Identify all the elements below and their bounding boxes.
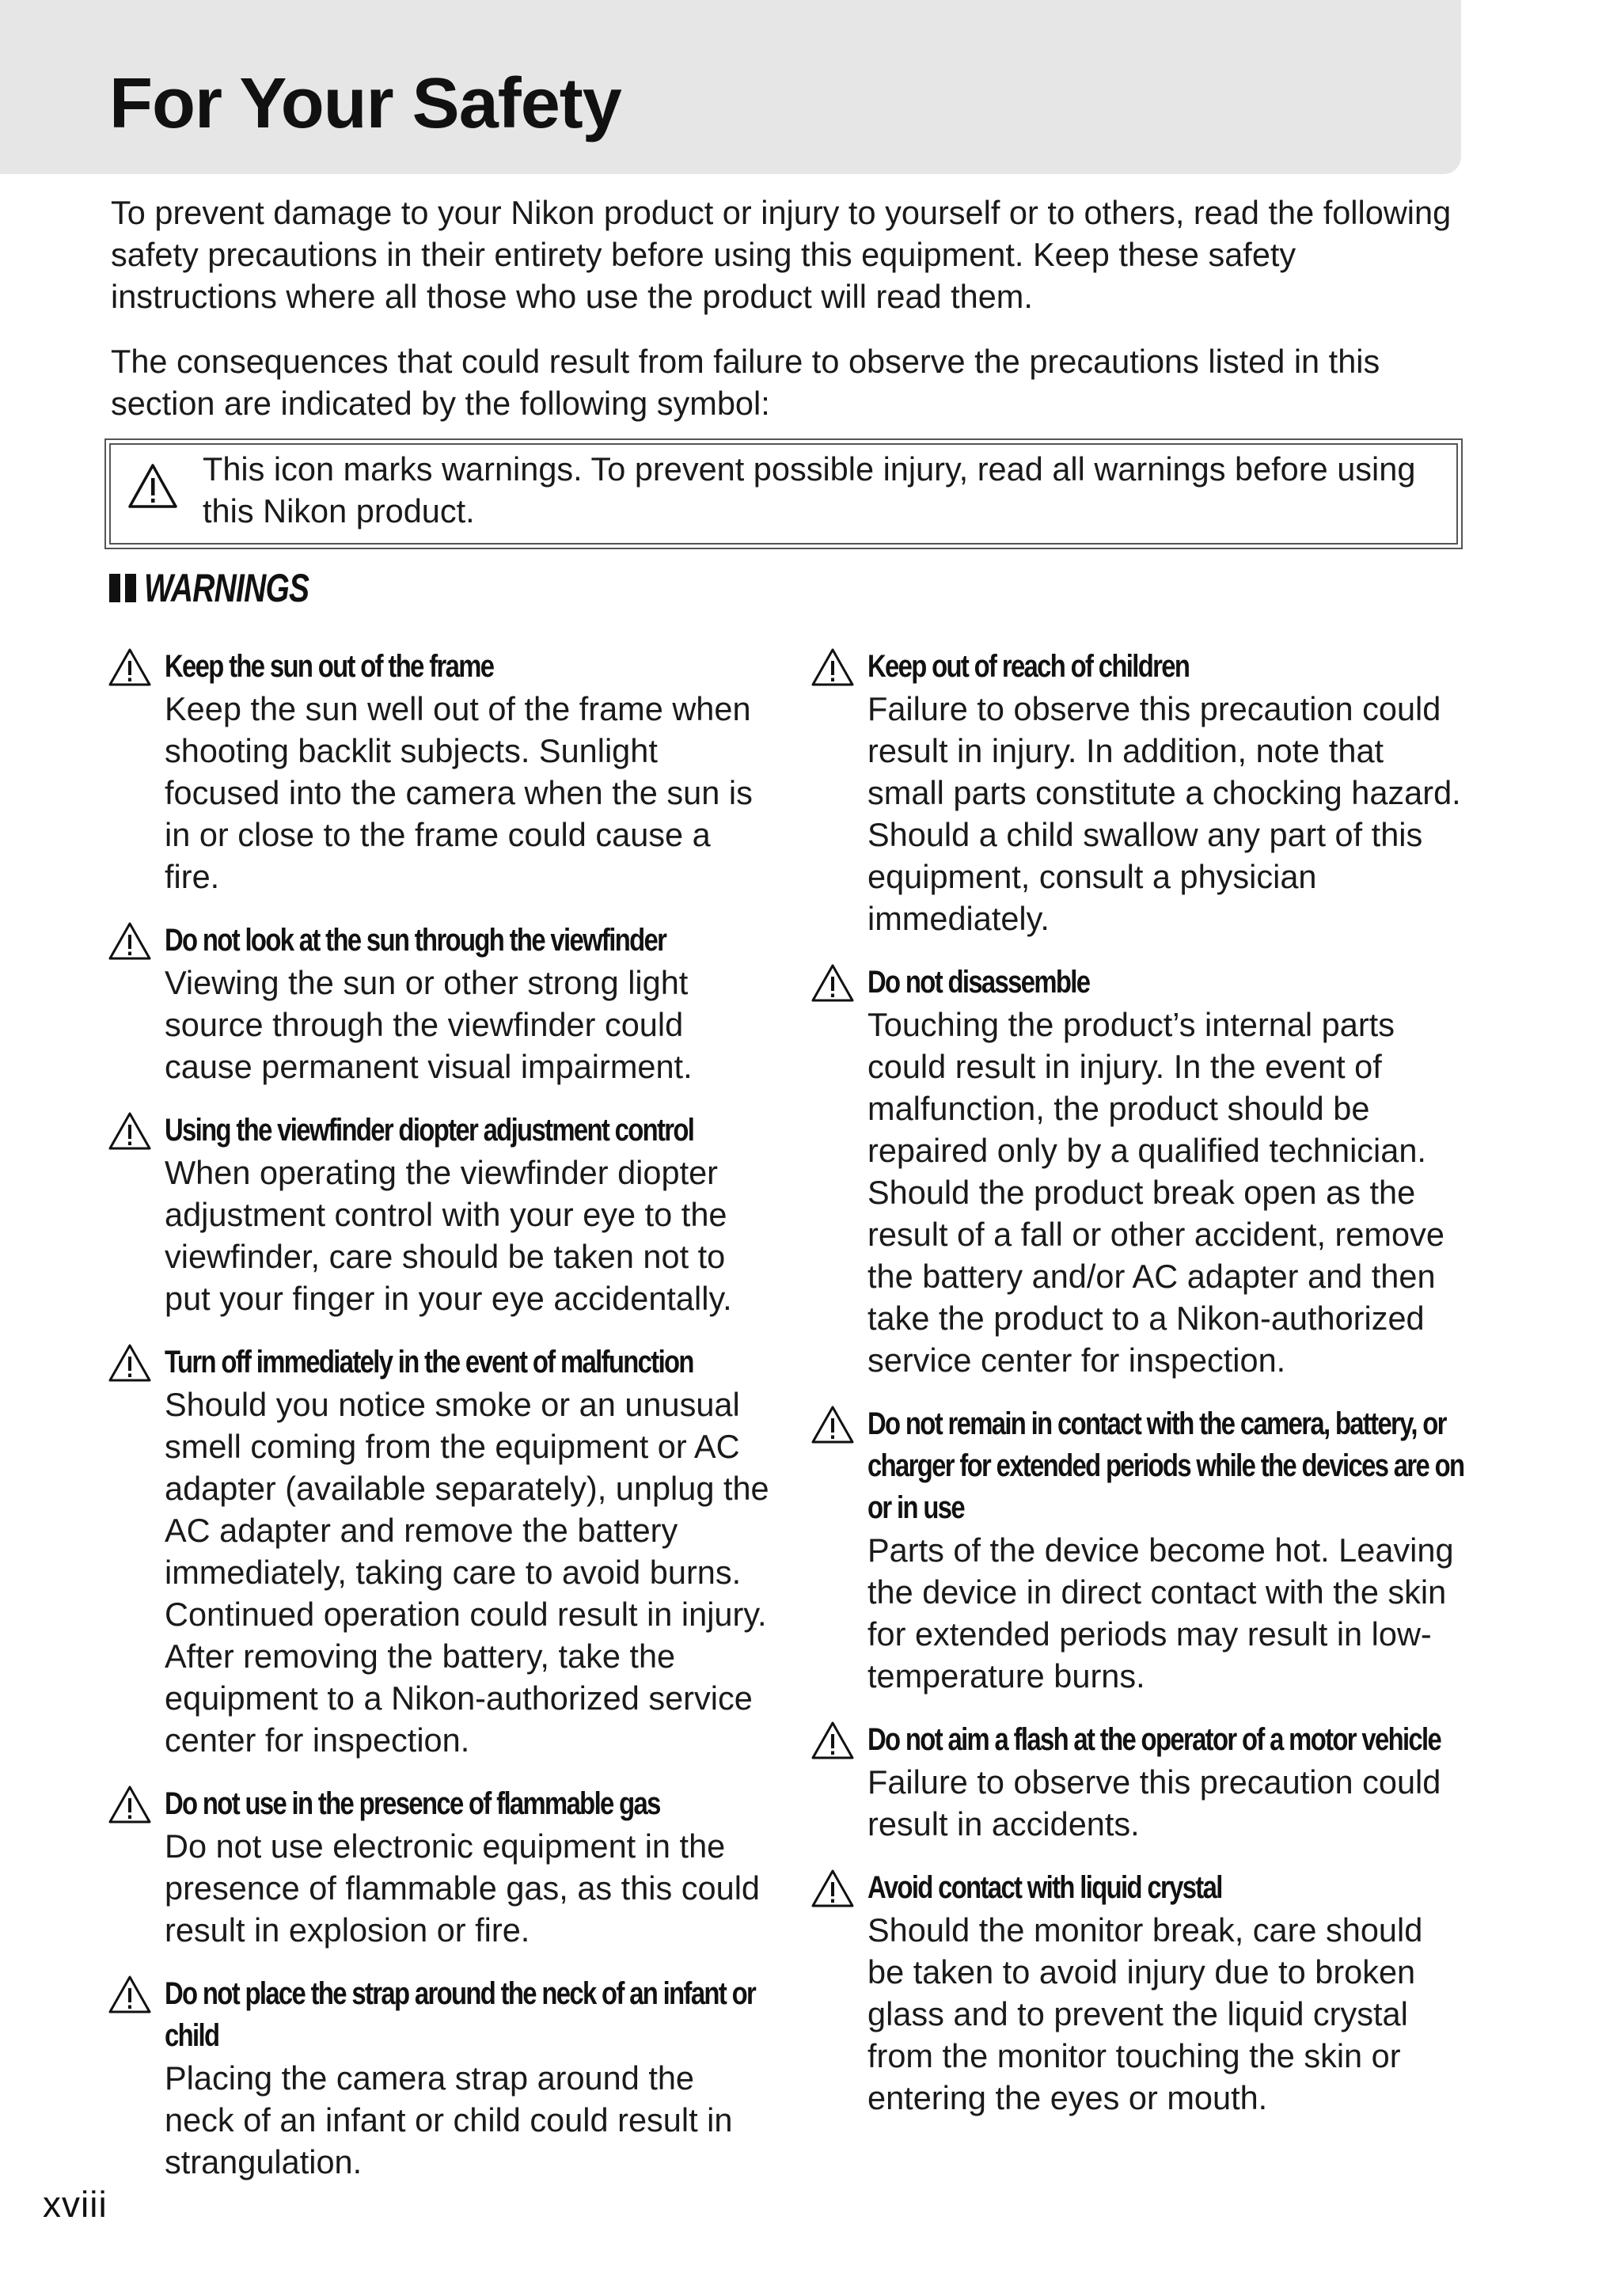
- warning-symbol-notice: [109, 443, 1458, 545]
- warning-item: [810, 962, 1467, 1381]
- warning-title: Do not disassemble: [867, 965, 1090, 1000]
- warning-item: [810, 1719, 1467, 1845]
- warning-title: Do not use in the presence of flammable gas: [165, 1786, 660, 1821]
- warnings-right-column: [810, 646, 1467, 2141]
- warning-body: When operating the viewfinder diopter adjustment control with your eye to the viewfinder, care should be taken not to put your finger in your eye accidentally.: [165, 1154, 732, 1317]
- intro-paragraph-1: To prevent damage to your Nikon product or injury to yourself or to others, read the following safety precautions in their entirety before using this equipment. Keep these safety instructions where all those who use the product will read them.: [111, 194, 1452, 315]
- warning-body: Viewing the sun or other strong light source through the viewfinder could cause permanent visual impairment.: [165, 964, 693, 1085]
- warning-item: [810, 1403, 1467, 1697]
- warning-body: Parts of the device become hot. Leaving the device in direct contact with the skin for extended periods may result in low-temperature burns.: [867, 1531, 1454, 1694]
- section-marker-icon: [109, 574, 136, 602]
- warning-title: Keep out of reach of children: [867, 649, 1190, 684]
- warning-item: [108, 1342, 773, 1761]
- warning-body: Failure to observe this precaution could result in accidents.: [867, 1763, 1441, 1842]
- intro-paragraph-2: The consequences that could result from failure to observe the precautions listed in this section are indicated by the following symbol:: [111, 343, 1380, 422]
- warning-triangle-icon: [108, 1111, 152, 1151]
- warning-triangle-icon: [810, 1405, 855, 1444]
- warning-title: Turn off immediately in the event of malfunction: [165, 1345, 693, 1379]
- warning-title: Do not remain in contact with the camera, battery, or charger for extended periods while the devices are on or in use: [867, 1406, 1464, 1525]
- warning-title: Do not look at the sun through the viewfinder: [165, 923, 666, 958]
- warning-triangle-icon: [108, 1343, 152, 1383]
- warning-title: Avoid contact with liquid crystal: [867, 1870, 1222, 1905]
- warning-triangle-icon: [810, 1869, 855, 1908]
- warning-triangle-icon: [108, 1975, 152, 2014]
- page-title: For Your Safety: [109, 64, 621, 143]
- warning-triangle-icon: [108, 1785, 152, 1824]
- warning-item: [810, 1867, 1467, 2119]
- warning-body: Should the monitor break, care should be taken to avoid injury due to broken glass and to prevent the liquid crystal from the monitor touching the skin or entering the eyes or mouth.: [867, 1911, 1423, 2116]
- warning-item: [108, 1110, 773, 1319]
- page-number: xviii: [43, 2184, 108, 2225]
- warning-body: Placing the camera strap around the neck of an infant or child could result in strangulation.: [165, 2059, 733, 2180]
- warning-title: Using the viewfinder diopter adjustment control: [165, 1113, 694, 1148]
- notice-text: This icon marks warnings. To prevent possible injury, read all warnings before using this Nikon product.: [203, 450, 1416, 529]
- warnings-left-column: [108, 646, 773, 2205]
- warning-triangle-icon: [810, 1721, 855, 1760]
- warning-title: Keep the sun out of the frame: [165, 649, 494, 684]
- warning-body: Failure to observe this precaution could result in injury. In addition, note that small parts constitute a chocking hazard. Should a child swallow any part of this equipment, consult a physician immediately.: [867, 690, 1461, 937]
- warning-title: Do not place the strap around the neck of an infant or child: [165, 1976, 756, 2053]
- warning-triangle-icon: [127, 462, 179, 510]
- warning-triangle-icon: [810, 647, 855, 687]
- warning-item: [108, 1973, 773, 2183]
- warning-item: [810, 646, 1467, 939]
- warning-item: [108, 1783, 773, 1951]
- warning-body: Touching the product’s internal parts could result in injury. In the event of malfunction, the product should be repaired only by a qualified technician. Should the product break open as the result of a fall or other accident, remove the battery and/or AC adapter and then take the product to a Nikon-authorized service center for inspection.: [867, 1006, 1444, 1379]
- warning-title: Do not aim a flash at the operator of a motor vehicle: [867, 1722, 1441, 1757]
- warning-triangle-icon: [108, 647, 152, 687]
- warning-body: Keep the sun well out of the frame when shooting backlit subjects. Sunlight focused into the camera when the sun is in or close to the frame could cause a fire.: [165, 690, 753, 895]
- warning-triangle-icon: [810, 963, 855, 1003]
- warnings-heading: [109, 565, 355, 611]
- warning-body: Should you notice smoke or an unusual smell coming from the equipment or AC adapter (available separately), unplug the AC adapter and remove the battery immediately, taking care to avoid burns. Continued operation could result in injury. After removing the battery, take the equipment to a Nikon-authorized service center for inspection.: [165, 1386, 769, 1759]
- warnings-heading-label: WARNINGS: [144, 566, 309, 610]
- warning-triangle-icon: [108, 921, 152, 961]
- warning-item: [108, 646, 773, 898]
- warning-item: [108, 920, 773, 1087]
- warning-body: Do not use electronic equipment in the presence of flammable gas, as this could result in explosion or fire.: [165, 1827, 761, 1949]
